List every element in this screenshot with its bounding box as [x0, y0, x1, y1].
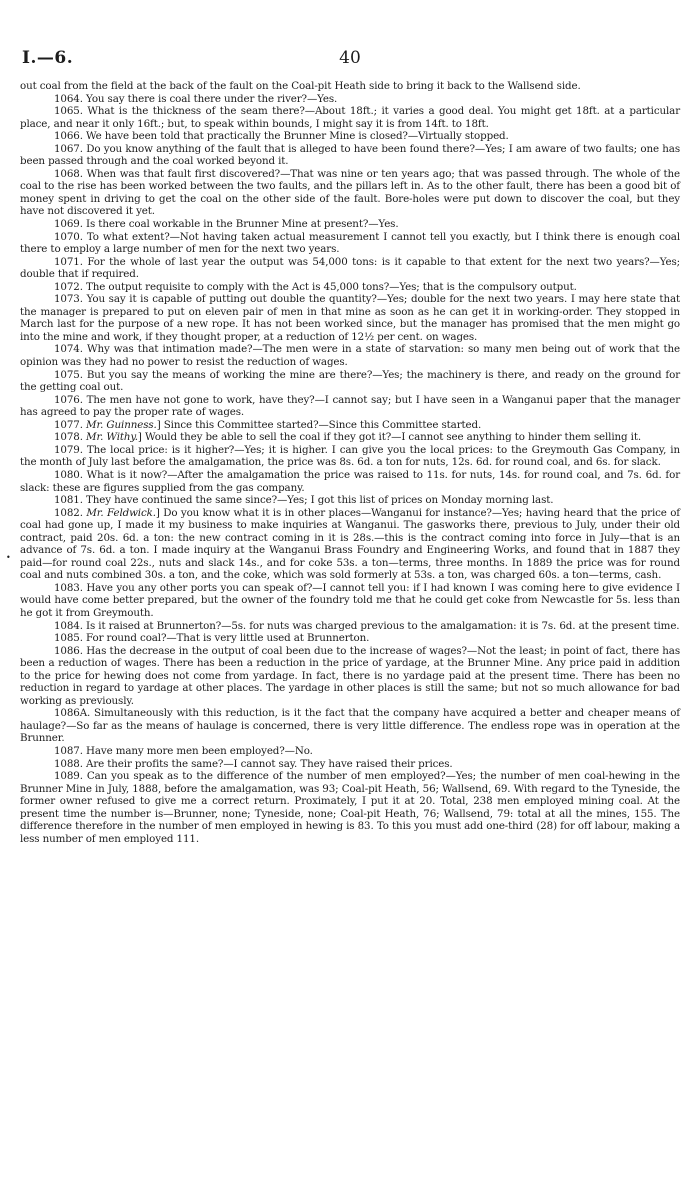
- paragraph-q1077: [20, 419, 680, 432]
- paragraph-continuation: out coal from the field at the back of the fault on the Coal-pit Heath side to bring it back to the Wallsend side.: [20, 80, 581, 92]
- paragraph-q1078: [20, 431, 680, 444]
- paragraph-q1088: 1088. Are their profits the same?—I cannot say. They have raised their prices.: [54, 757, 453, 770]
- paragraph-q1085: 1085. For round coal?—That is very little used at Brunnerton.: [54, 632, 370, 645]
- speaker-name: Mr. Feldwick.: [86, 506, 156, 519]
- paragraph-q1068: 1068. When was that fault first discovered?—That was nine or ten years ago; that was passed through. The whole of the coal to the rise has been worked between the two faults, and the pillars left in. As to the other fault, there has been a good bit of money spent in driving to get the coal on the other side of the fault. Bore-holes were put down to discover the coal, but they have not discovered it yet.: [20, 167, 680, 218]
- speaker-name: Mr. Withy.: [86, 431, 138, 444]
- paragraph-q1065: 1065. What is the thickness of the seam there?—About 18ft.; it varies a good deal. You might get 18ft. at a particular place, and near it only 16ft.; but, to speak within bounds, I might say it is from 14ft. to 18ft.: [20, 105, 680, 130]
- margin-mark: •: [6, 553, 11, 562]
- question-number: 1082.: [54, 506, 87, 519]
- paragraph-q1066: 1066. We have been told that practically the Brunner Mine is closed?—Virtually stopped.: [54, 130, 509, 143]
- paragraph-q1082: [20, 507, 680, 582]
- paragraph-q1086a: 1086A. Simultaneously with this reduction, is it the fact that the company have acquired a better and cheaper means of haulage?—So far as the means of haulage is concerned, there is very little difference. The endless rope was in operation at the Brunner.: [20, 707, 680, 745]
- paragraph-q1074: 1074. Why was that intimation made?—The men were in a state of starvation: so many men being out of work that the opinion was they had no power to resist the reduction of wages.: [20, 343, 680, 369]
- paragraph-q1089: 1089. Can you speak as to the difference of the number of men employed?—Yes; the number of men coal-hewing in the Brunner Mine in July, 1888, before the amalgamation, was 93; Coal-pit Heath, 56; Wallsend, 69. With regard to the Tyneside, the former owner refused to give me a correct return. Proximately, I put it at 20. Total, 238 men employed mining coal. At the present time the number is—Brunner, none; Tyneside, none; Coal-pit Heath, 76; Wallsend, 79: total at all the mines, 155. The difference therefore in the number of men employed in hewing is 83. To this you must add one-third (28) for off labour, making a less number of men employed 111.: [20, 770, 680, 845]
- question-text: ] Do you know what it is in other places—Wanganui for instance?—Yes; having heard that the price of coal had gone up, I made it my business to make inquiries at Wanganui. The gasworks there, previous to July, under their old contract, paid 20s. 6d. a ton: the new contract coming in it is 28s.—this is the contract coming into force in July—that is an advance of 7s. 6d. a ton. I made inquiry at the Wanganui Brass Foundry and Engineering Works, and found that in 1887 they paid—for round coal 22s., nuts and slack 14s., and for coke 53s. a ton—terms, three months. In 1889 the price was for round coal and nuts combined 30s. a ton, and the coke, which was sold formerly at 53s. a ton, was charged 60s. a ton—terms, cash.: [20, 506, 680, 582]
- page-number: 40: [339, 48, 361, 68]
- question-text: ] Would they be able to sell the coal if they got it?—I cannot see anything to hinder them selling it.: [137, 431, 641, 444]
- paragraph-q1080: 1080. What is it now?—After the amalgamation the price was raised to 11s. for nuts, 14s. for round coal, and 7s. 6d. for slack: these are figures supplied from the gas company.: [20, 468, 680, 494]
- paragraph-q1076: 1076. The men have not gone to work, have they?—I cannot say; but I have seen in a Wanganui paper that the manager has agreed to pay the proper rate of wages.: [20, 393, 680, 419]
- paragraph-q1067: 1067. Do you know anything of the fault that is alleged to have been found there?—Yes; I am aware of two faults; one has been passed through and the coal worked beyond it.: [20, 142, 680, 168]
- paragraph-q1075: 1075. But you say the means of working the mine are there?—Yes; the machinery is there, and ready on the ground for the getting coal out.: [20, 368, 680, 394]
- paragraph-q1072: 1072. The output requisite to comply with the Act is 45,000 tons?—Yes; that is the compulsory output.: [54, 280, 577, 293]
- paragraph-q1070: 1070. To what extent?—Not having taken actual measurement I cannot tell you exactly, but I think there is enough coal there to employ a large number of men for the next two years.: [20, 230, 680, 256]
- parliamentary-paper-reference: I.—6.: [22, 48, 74, 68]
- paragraph-q1084: 1084. Is it raised at Brunnerton?—5s. for nuts was charged previous to the amalgamation: it is 7s. 6d. at the present time.: [54, 619, 680, 632]
- paragraph-q1087: 1087. Have many more men been employed?—No.: [54, 744, 313, 757]
- speaker-name: Mr. Guinness.: [86, 418, 157, 431]
- paragraph-q1073: 1073. You say it is capable of putting out double the quantity?—Yes; double for the next two years. I may here state that the manager is prepared to put on eleven pair of men in that mine as soon as he can get it in working-order. They stopped in March last for the purpose of a new rope. It has not been worked since, but the manager has promised that the men might go into the mine and work, if they thought proper, at a reduction of 12½ per cent. on wages.: [20, 293, 680, 343]
- paragraph-q1069: 1069. Is there coal workable in the Brunner Mine at present?—Yes.: [54, 218, 399, 231]
- question-text: ] Since this Committee started?—Since this Committee started.: [156, 418, 482, 431]
- paragraph-q1083: 1083. Have you any other ports you can speak of?—I cannot tell you: if I had known I was coming here to give evidence I would have come better prepared, but the owner of the foundry told me that he could get coke from Newcastle for 5s. less than he got it from Greymouth.: [20, 581, 680, 619]
- paragraph-q1079: 1079. The local price: is it higher?—Yes; it is higher. I can give you the local prices: to the Greymouth Gas Company, in the month of July last before the amalgamation, the price was 8s. 6d. a ton for nuts, 12s. 6d. for round coal, and 6s. for slack.: [20, 443, 680, 469]
- paragraph-q1071: 1071. For the whole of last year the output was 54,000 tons: is it capable to that extent for the next two years?—Yes; double that if required.: [20, 255, 680, 281]
- question-number: 1078.: [54, 431, 87, 444]
- evidence-text: [20, 80, 680, 845]
- question-number: 1077.: [54, 418, 87, 431]
- paragraph-q1064: 1064. You say there is coal there under the river?—Yes.: [54, 92, 338, 105]
- paragraph-q1086: 1086. Has the decrease in the output of coal been due to the increase of wages?—Not the least; in point of fact, there has been a reduction of wages. There has been a reduction in the price of yardage, at the Brunner Mine. Any price paid in addition to the price for hewing does not come from yardage. In fact, there is no yardage paid at the present time. There has been no reduction in regard to yardage at other places. The yardage in other places is still the same; but not so much allowance for bad working as previously.: [20, 644, 680, 707]
- page-header: [22, 48, 678, 72]
- paragraph-q1081: 1081. They have continued the same since?—Yes; I got this list of prices on Monday morning last.: [54, 494, 554, 507]
